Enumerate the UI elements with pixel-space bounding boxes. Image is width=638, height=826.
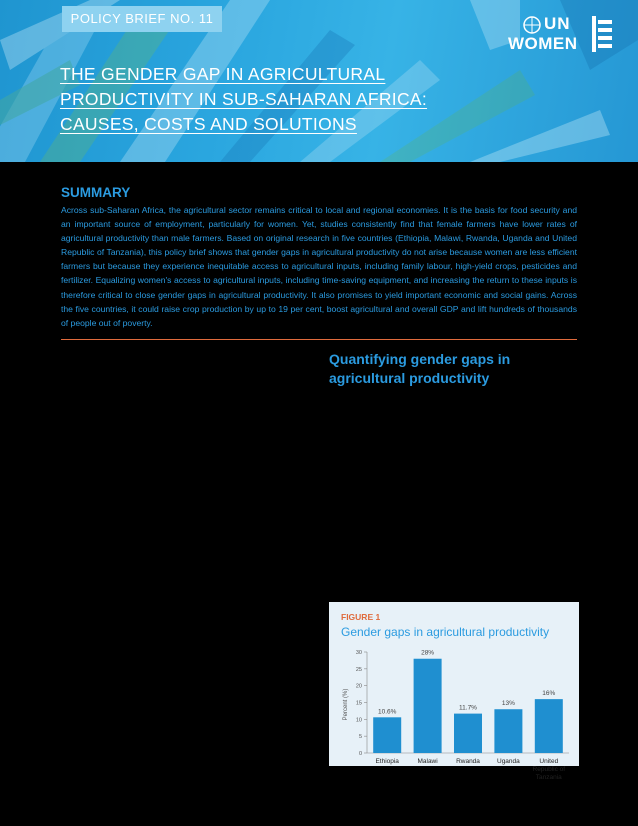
title-line: THE GENDER GAP IN AGRICULTURAL bbox=[60, 64, 386, 84]
y-tick-label: 0 bbox=[358, 751, 362, 757]
x-tick-label: Rwanda bbox=[456, 758, 480, 765]
figure-title: Gender gaps in agricultural productivity bbox=[341, 625, 550, 639]
y-tick-label: 30 bbox=[355, 650, 362, 656]
bar-value-label: 13% bbox=[501, 700, 515, 708]
section-divider bbox=[61, 339, 577, 340]
bar bbox=[373, 717, 401, 753]
bar bbox=[494, 709, 522, 753]
brief-title bbox=[60, 62, 530, 137]
title-line: PRODUCTIVITY IN SUB-SAHARAN AFRICA: bbox=[60, 89, 428, 109]
cover-banner bbox=[0, 0, 638, 162]
bar-chart bbox=[329, 602, 579, 781]
bar-value-label: 16% bbox=[542, 690, 556, 698]
bar-value-label: 11.7% bbox=[459, 704, 477, 712]
y-tick-label: 5 bbox=[358, 734, 362, 741]
y-tick-label: 25 bbox=[355, 666, 362, 673]
x-tick-label: Ethiopia bbox=[375, 758, 399, 765]
y-tick-label: 20 bbox=[355, 683, 362, 690]
bar bbox=[454, 714, 482, 753]
x-tick-label: Malawi bbox=[417, 758, 438, 765]
title-line: CAUSES, COSTS AND SOLUTIONS bbox=[60, 114, 357, 134]
summary-heading: SUMMARY bbox=[61, 185, 131, 200]
y-axis-label: Percent (%) bbox=[343, 688, 349, 721]
y-tick-label: 15 bbox=[355, 700, 362, 707]
figure-label: FIGURE 1 bbox=[341, 612, 381, 622]
x-tick-label: United Republic of Tanzania bbox=[532, 758, 566, 781]
equality-symbol-icon bbox=[590, 16, 614, 52]
un-emblem-icon bbox=[522, 15, 542, 35]
summary-body: Across sub-Saharan Africa, the agricultural sector remains critical to local and regional economies. It is the basis for food security and an important source of employment, particularly for women. Yet, studies consistently find that female farmers have lower rates of agricultural productivity than male farmers. Based on original research in five countries (Ethiopia, Malawi, Rwanda, Uganda and United Republic of Tanzania), this policy brief shows that gender gaps in agricultural productivity do not arise because women are less efficient farmers but because they experience inequitable access to agricultural inputs, including family labour, high-yield crops, pesticides and fertilizer. Equalizing women's access to agricultural inputs, including time-saving equipment, and increasing the return to these inputs is therefore critical to close gender gaps in agricultural productivity. It also promises to yield important economic and social gains. Across the five countries, it could raise crop production by up to 19 per cent, boost agricultural and overall GDP and lift hundreds of thousands of people out of poverty. bbox=[61, 205, 577, 328]
bar-value-label: 10.6% bbox=[377, 708, 397, 716]
bar-value-label: 28% bbox=[421, 649, 435, 657]
figure-1 bbox=[329, 602, 579, 781]
bar bbox=[535, 699, 563, 753]
series-label: POLICY BRIEF NO. 11 bbox=[62, 6, 222, 32]
bar bbox=[414, 659, 442, 753]
section-heading: Quantifying gender gaps in agricultural productivity bbox=[329, 351, 511, 386]
un-women-logo bbox=[508, 14, 618, 56]
logo-women-text: WOMEN bbox=[508, 34, 578, 53]
y-tick-label: 10 bbox=[355, 717, 362, 724]
logo-un-text: UN bbox=[544, 14, 571, 33]
x-tick-label: Uganda bbox=[497, 758, 520, 765]
